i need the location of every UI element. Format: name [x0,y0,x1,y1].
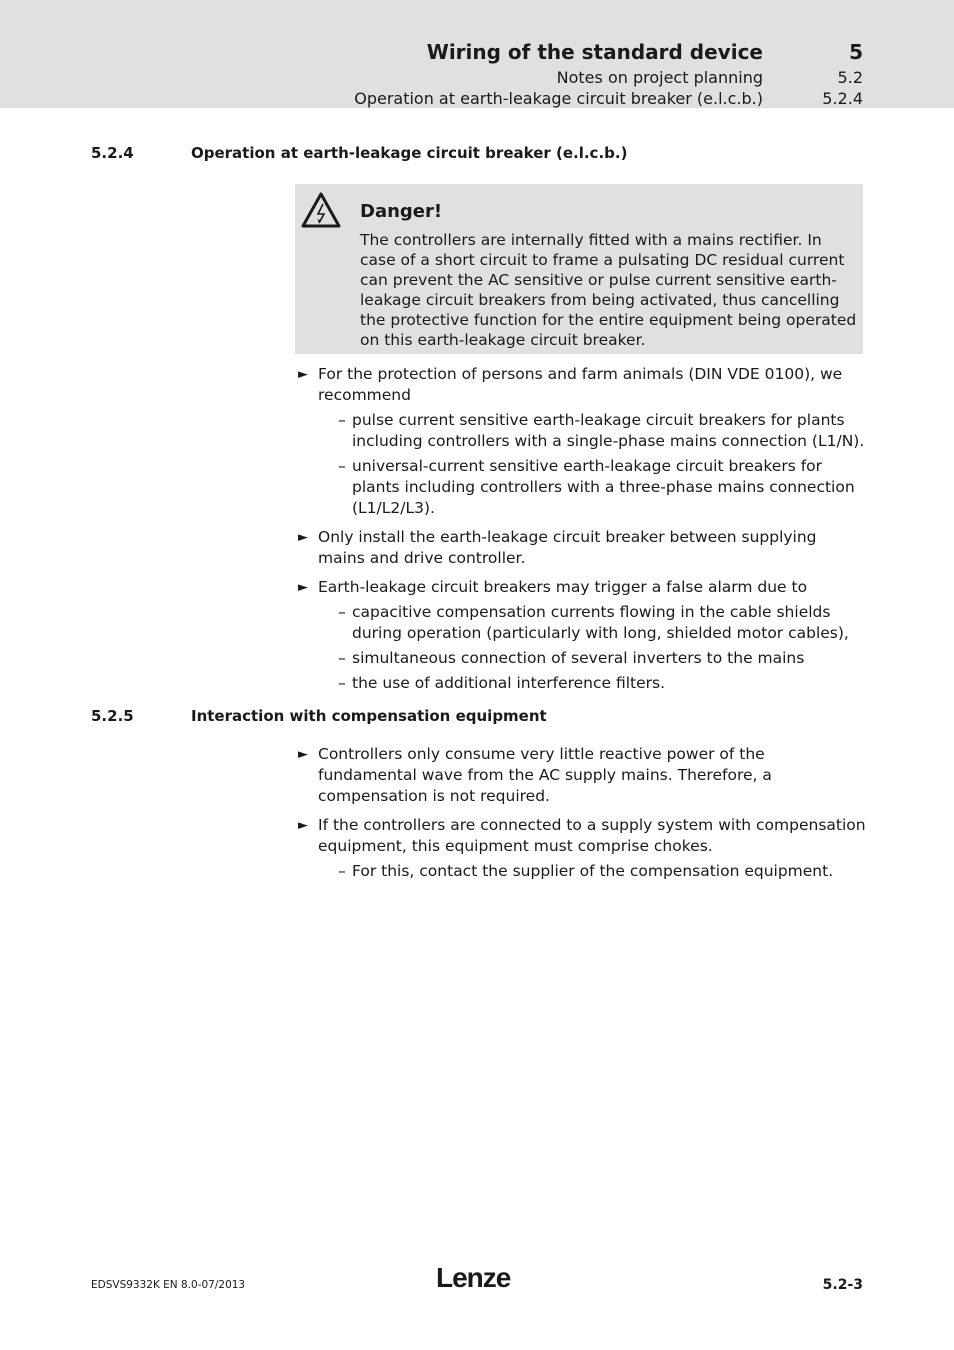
compensation-bullet-list [298,744,866,890]
section-title-header: Notes on project planning [556,68,763,87]
sub-list-item [318,648,866,669]
page-number: 5.2-3 [822,1277,863,1293]
electric-hazard-icon [301,192,341,228]
subsection-title-header: Operation at earth-leakage circuit breaker (e.l.c.b.) [354,89,763,108]
dash-mark: – [338,674,346,692]
bullet-arrow-icon: ► [298,818,308,833]
sub-list-item-text: For this, contact the supplier of the compensation equipment. [352,862,834,880]
dash-mark: – [338,603,346,621]
list-item-text: If the controllers are connected to a supply system with compensation equipment, this equipment must comprise chokes. [318,816,866,855]
list-item [298,527,866,569]
danger-text: The controllers are internally fitted with a mains rectifier. In case of a short circuit to frame a pulsating DC residual current can prevent the AC sensitive or pulse current sensitive earth-leakage circuit breakers from being activated, thus cancelling the protective function for the entire equipment being operated on this earth-leakage circuit breaker. [360,231,857,349]
list-item-text: Earth-leakage circuit breakers may trigger a false alarm due to [318,578,808,596]
sub-list-item [318,602,866,644]
elcb-bullet-list [298,364,866,702]
list-item-text: Only install the earth-leakage circuit breaker between supplying mains and drive controller. [318,528,817,567]
section-heading: Operation at earth-leakage circuit breaker (e.l.c.b.) [191,144,628,162]
section-number: 5.2.4 [91,144,134,162]
bullet-arrow-icon: ► [298,530,308,545]
danger-title: Danger! [360,201,443,222]
list-item [298,364,866,519]
sub-list-item-text: pulse current sensitive earth-leakage circuit breakers for plants including controllers with a single-phase mains connection (L1/N). [352,411,865,450]
list-item-text: Controllers only consume very little reactive power of the fundamental wave from the AC supply mains. Therefore, a compensation is not required. [318,745,772,805]
list-item [298,577,866,694]
sub-list-item-text: simultaneous connection of several inverters to the mains [352,649,805,667]
sub-list-item-text: universal-current sensitive earth-leakage circuit breakers for plants including controllers with a three-phase mains connection (L1/L2/L3). [352,457,855,517]
dash-mark: – [338,457,346,475]
section-number: 5.2.5 [91,707,134,725]
sub-list-item [318,861,866,882]
chapter-title: Wiring of the standard device [426,40,763,64]
dash-mark: – [338,649,346,667]
list-item [298,744,866,807]
dash-mark: – [338,862,346,880]
dash-mark: – [338,411,346,429]
bullet-arrow-icon: ► [298,580,308,595]
subsection-number-header: 5.2.4 [822,89,863,108]
danger-notice [295,184,863,354]
sub-list-item [318,410,866,452]
sub-list-item [318,456,866,519]
sub-list-item-text: capacitive compensation currents flowing in the cable shields during operation (particularly with long, shielded motor cables), [352,603,849,642]
chapter-number: 5 [849,40,863,64]
lenze-logo: Lenze [436,1262,511,1293]
list-item-text: For the protection of persons and farm animals (DIN VDE 0100), we recommend [318,365,843,404]
sub-list-item-text: the use of additional interference filters. [352,674,666,692]
bullet-arrow-icon: ► [298,747,308,762]
section-number-header: 5.2 [837,68,863,87]
bullet-arrow-icon: ► [298,367,308,382]
header-band [0,0,954,108]
document-id: EDSVS9332K EN 8.0-07/2013 [91,1279,246,1291]
section-heading: Interaction with compensation equipment [191,707,547,725]
sub-list-item [318,673,866,694]
list-item [298,815,866,882]
